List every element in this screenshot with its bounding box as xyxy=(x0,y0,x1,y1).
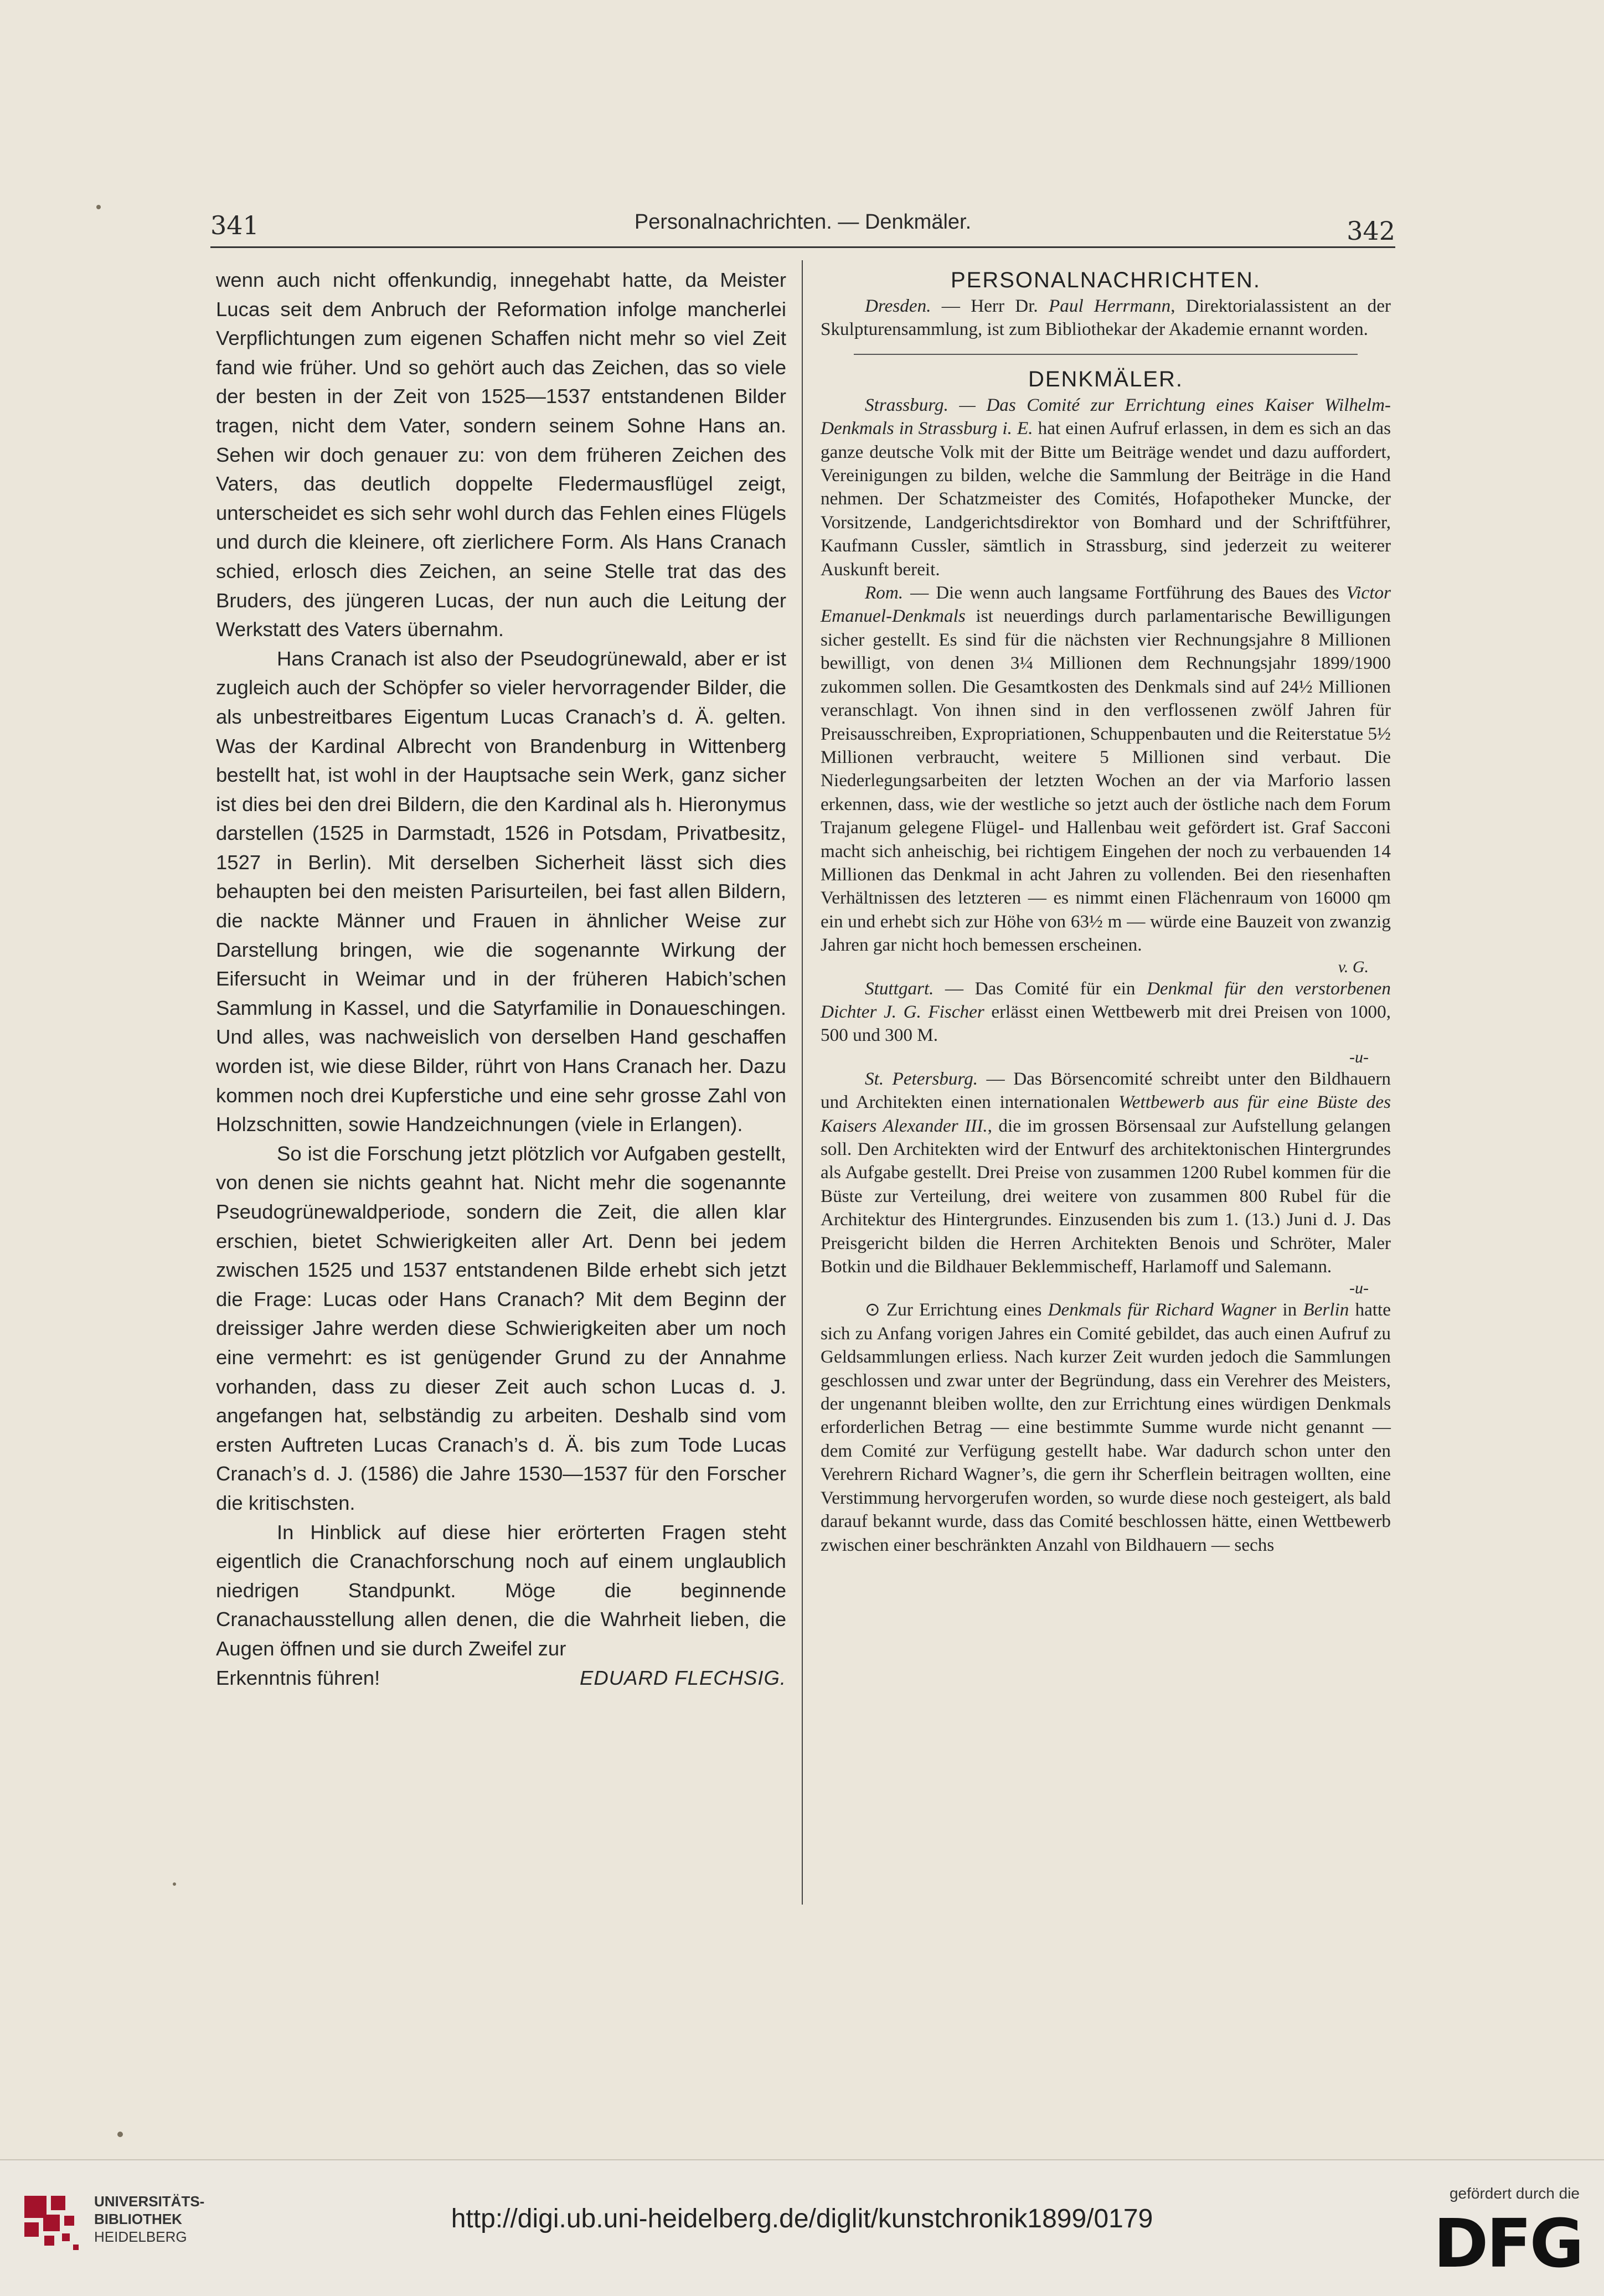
right-column xyxy=(821,266,1391,1557)
page-number-left: 341 xyxy=(210,210,259,240)
header-rule xyxy=(210,246,1395,248)
news-rom: Rom. — Die wenn auch langsame Fortführung des Baues des Victor Emanuel-Denkmals ist neuerdings durch parlamentarische Bewilligungen sicher gestellt. Es sind für die nächsten vier Rechnungsjahre 8 Millionen bewilligt, von denen 3¼ Millionen dem Rechnungsjahr 1899/1900 zukommen sollen. Die Gesamtkosten des Denkmals sind auf 24½ Millionen veranschlagt. Von ihnen sind in den verflossenen zwölf Jahren für Preisausschreiben, Expropriationen, Schuppenbauten und die Reiterstatue 5½ Millionen verbraucht, weitere 5 Millionen sind verbaut. Die Niederlegungsarbeiten der letzten Wochen an der via Marforio lassen erkennen, dass, wie der westliche so jetzt auch der östliche nach dem Forum Trajanum gelegene Flügel- und Hallenbau weit gefördert ist. Graf Sacconi macht sich anheischig, bei richtigem Eingehen der noch zu verbauenden 14 Millionen das Denkmal in acht Jahren zu vollenden. Bei den riesenhaften Verhältnissen des letzteren — es nimmt einen Flächenraum von 16000 qm ein und erhebt sich zur Höhe von 63½ m — würde eine Bauzeit von zwanzig Jahren gar nicht hoch bemessen erscheinen. xyxy=(821,582,1391,956)
news-dresden: Dresden. — Herr Dr. Paul Herrmann, Direktorialassistent an der Skulpturensammlung, ist zum Bibliothekar der Akademie ernannt worden. xyxy=(821,296,1391,340)
paper-speck xyxy=(173,1882,176,1886)
column-divider xyxy=(802,260,803,1905)
article-paragraph: wenn auch nicht offenkundig, innegehabt hatte, da Meister Lucas seit dem Anbruch der Reformation infolge mancherlei Verpflichtungen zum eigenen Schaffen nicht mehr so viel Zeit fand wie früher. Und so gehört auch das Zeichen, das so viele der besten in der Zeit von 1525—1537 entstandenen Bilder tragen, nicht dem Vater, sondern seinem Sohne Hans an. Sehen wir doch genauer zu: von dem früheren Zeichen des Vaters, das deutlich doppelte Fledermausflügel zeigt, unterscheidet es sich sehr wohl durch das Fehlen eines Flügels und durch die kleinere, oft zierlichere Form. Als Hans Cranach schied, erlosch dies Zeichen, an seine Stelle trat das des Bruders, des jüngeren Lucas, der nun auch die Leitung der Werkstatt des Vaters übernahm. xyxy=(216,269,786,641)
closing-text: Erkenntnis führen! xyxy=(216,1666,380,1689)
dfg-logo: DFG xyxy=(1433,2206,1582,2283)
author-initials: -u- xyxy=(1349,1279,1369,1298)
permalink-url[interactable]: http://digi.ub.uni-heidelberg.de/diglit/kunstchronik1899/0179 xyxy=(451,2204,1153,2233)
news-stuttgart: Stuttgart. — Das Comité für ein Denkmal für den verstorbenen Dichter J. G. Fischer erlässt einen Wettbewerb mit drei Preisen von 1000, 500 und 300 M. xyxy=(821,978,1391,1046)
funding-label: gefördert durch die xyxy=(1449,2185,1580,2202)
section-rule xyxy=(854,354,1358,355)
digitization-footer xyxy=(0,2160,1604,2296)
news-strassburg: Strassburg. — Das Comité zur Errichtung eines Kaiser Wilhelm-Denkmals in Strassburg i. E. hat einen Aufruf erlassen, in dem es sich an das ganze deutsche Volk mit der Bitte um Beiträge wendet und dazu auffordert, Vereinigungen zu bilden, welche die Sammlung der Beiträge in die Hand nehmen. Der Schatzmeister des Comités, Hofapotheker Muncke, der Vorsitzende, Landgerichtsdirektor von Bomhard und der Schriftführer, Kaufmann Cussler, sämtlich in Strassburg, sind jederzeit zu weiterer Auskunft bereit. xyxy=(821,394,1391,580)
paper-speck xyxy=(96,205,101,209)
section-title-personalnachrichten: PERSONALNACHRICHTEN. xyxy=(950,268,1261,292)
closing-line xyxy=(216,1664,786,1693)
paper-speck xyxy=(117,2132,123,2137)
page-number-right: 342 xyxy=(1347,216,1395,246)
running-title: Personalnachrichten. — Denkmäler. xyxy=(634,210,972,234)
article-paragraph: In Hinblick auf diese hier erörterten Fragen steht eigentlich die Cranachforschung noch auf einem unglaublich niedrigen Standpunkt. Möge die beginnende Cranachausstellung allen denen, die die Wahrheit lieben, die Augen öffnen und sie durch Zweifel zur xyxy=(216,1520,786,1660)
library-name: UNIVERSITÄTS- BIBLIOTHEK HEIDELBERG xyxy=(94,2193,205,2245)
page-header xyxy=(210,205,1395,249)
news-petersburg: St. Petersburg. — Das Börsencomité schreibt unter den Bildhauern und Architekten einen internationalen Wettbewerb aus für eine Büste des Kaisers Alexander III., die im grossen Börsensaal zur Aufstellung gelangen soll. Den Architekten wird der Entwurf des architektonischen Hintergrundes als Aufgabe gestellt. Drei Preise von zusammen 1200 Rubel kommen für die Büste zur Verteilung, drei weitere von zusammen 800 Rubel für die Architektur des Hintergrundes. Einzusenden bis zum 1. (13.) Juni d. J. Das Preisgericht bilden die Herren Architekten Benois und Schröter, Maler Botkin und die Bildhauer Beklemmischeff, Harlamoff und Salemann. xyxy=(821,1068,1391,1277)
news-wagner: ⊙ Zur Errichtung eines Denkmals für Richard Wagner in Berlin hatte sich zu Anfang vorigen Jahres ein Comité gebildet, das auch einen Aufruf zu Geldsammlungen erliess. Nach kurzer Zeit wurden jedoch die Sammlungen geschlossen und zwar unter der Begründung, dass ein Verehrer des Meisters, der ungenannt bleiben wollte, den zur Errichtung eines würdigen Denkmals erforderlichen Betrag — eine bestimmte Summe wurde nicht genannt — dem Comité zur Verfügung gestellt habe. War dadurch schon unter den Verehrern Richard Wagner’s, die gern ihr Scherflein beitragen wollten, eine Verstimmung hervorgerufen worden, so wurde diese noch gesteigert, als bald darauf bekannt wurde, dass das Comité beschlossen hätte, einen Wettbewerb zwischen einer beschränkten Anzahl von Bildhauern — sechs xyxy=(821,1299,1391,1555)
author-signature: EDUARD FLECHSIG. xyxy=(580,1666,786,1689)
article-paragraph: Hans Cranach ist also der Pseudogrünewald, aber er ist zugleich auch der Schöpfer so vieler hervorragender Bilder, die als unbestreitbares Eigentum Lucas Cranach’s d. Ä. gelten. Was der Kardinal Albrecht von Brandenburg in Wittenberg bestellt hat, ist wohl in der Hauptsache sein Werk, ganz sicher ist dies bei den drei Bildern, die den Kardinal als h. Hieronymus darstellen (1525 in Darmstadt, 1526 in Potsdam, Privatbesitz, 1527 in Berlin). Mit derselben Sicherheit lässt sich dies behaupten bei den meisten Parisurteilen, bei fast allen Bildern, die nackte Männer und Frauen in ähnlicher Weise zur Darstellung bringen, wie die sogenannte Wirkung der Eifersucht in Weimar und in der früheren Habich’schen Sammlung in Kassel, und die Satyrfamilie in Donaueschingen. Und alles, was nachweislich von derselben Hand geschaffen worden ist, wie diese Bilder, rührt von Hans Cranach her. Dazu kommen noch drei Kupferstiche und eine sehr grosse Zahl von Holzschnitten, sowie Handzeichnungen (viele in Erlangen). xyxy=(216,647,786,1136)
article-paragraph: So ist die Forschung jetzt plötzlich vor Aufgaben gestellt, von denen sie nichts geahnt hat. Nicht mehr die sogenannte Pseudogrünewaldperiode, sondern die Zeit, die allen klar erschien, bietet Schwierigkeiten aller Art. Denn bei jedem zwischen 1525 und 1537 entstandenen Bilde erhebt sich jetzt die Frage: Lucas oder Hans Cranach? Mit dem Beginn der dreissiger Jahre werden diese Schwierigkeiten aber um noch eine vermehrt: es ist genügender Grund zu der Annahme vorhanden, dass zu dieser Zeit auch schon Lucas d. J. angefangen hat, selbständig zu arbeiten. Deshalb sind vom ersten Auftreten Lucas Cranach’s d. Ä. bis zum Tode Lucas Cranach’s d. J. (1586) die Jahre 1530—1537 für den Forscher die kritischsten. xyxy=(216,1142,786,1514)
bullet-mark-icon: ⊙ xyxy=(865,1299,880,1320)
left-column xyxy=(216,266,786,1693)
author-initials: -u- xyxy=(1349,1048,1369,1066)
author-initials: v. G. xyxy=(1338,957,1369,976)
section-title-denkmaeler: DENKMÄLER. xyxy=(1028,367,1184,391)
